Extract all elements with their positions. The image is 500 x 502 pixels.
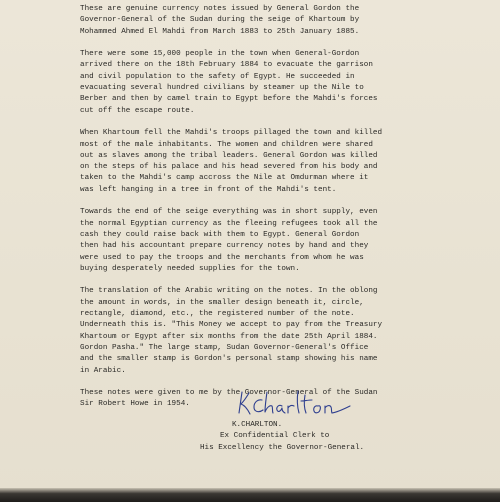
text-line: These are genuine currency notes issued by General Gordon the (80, 5, 360, 13)
text-line: was left hanging in a tree in front of the Mahdi's tent. (80, 185, 337, 194)
text-line: in Arabic. (80, 366, 126, 375)
paragraph-3 (80, 128, 492, 196)
signature-block (200, 386, 480, 454)
text-line: the amount in words, in the smaller design beneath it, circle, (80, 298, 364, 307)
paragraph-5 (80, 286, 492, 376)
text-line: Governor-General of the Sudan during the seige of Khartoum by (80, 16, 360, 25)
paragraph-4 (80, 207, 492, 275)
text-line: cut off the escape route. (80, 106, 195, 115)
signatory-name: K.CHARLTON. (232, 421, 283, 429)
text-line: cash they could raise back with them to Egypt. General Gordon (80, 230, 360, 239)
text-line: rectangle, diamond, etc., the registered number of the note. (80, 310, 355, 319)
text-line: Berber and then by camel train to Egypt before the Mahdi's forces (80, 95, 378, 104)
text-line: When Khartoum fell the Mahdi's troops pillaged the town and killed (80, 129, 383, 138)
text-line: These notes were given to me by the Governor-General of the Sudan (80, 389, 378, 398)
text-line: on the steps of his palace and his head severed from his body and (80, 163, 378, 172)
text-line: were used to pay the troops and the merchants from whom he was (80, 253, 364, 262)
page-bottom-edge (0, 488, 500, 502)
text-line: Khartoum or Egypt after six months from the date 25th April 1884. (80, 332, 378, 341)
paragraph-1 (80, 4, 492, 38)
text-line: taken to the Mahdi's camp accross the Nile at Omdurman where it (80, 174, 369, 183)
text-line: Mohammed Ahmed El Mahdi from March 1883 to 25th January 1885. (80, 27, 360, 36)
text-line: Towards the end of the seige everything was in short supply, even (80, 208, 378, 217)
text-line: and the smaller stamp is Gordon's personal stamp showing his name (80, 355, 378, 364)
text-line: arrived there on the 18th February 1884 to evacuate the garrison (80, 61, 373, 70)
text-line: then had his accountant prepare currency notes by hand and they (80, 242, 369, 251)
signatory-title-line-2: His Excellency the Governor-General. (200, 443, 365, 452)
paragraph-2 (80, 49, 492, 117)
text-line: Sir Robert Howe in 1954. (80, 400, 190, 409)
text-line: Gordon Pasha." The large stamp, Sudan Governor-General's Office (80, 343, 369, 352)
text-line: There were some 15,000 people in the town when General-Gordon (80, 50, 360, 59)
document-body (80, 4, 492, 422)
text-line: evacuating several hundred civilians by steamer up the Nile to (80, 84, 364, 93)
text-line: The translation of the Arabic writing on the notes. In the oblong (80, 287, 378, 296)
text-line: out as slaves among the tribal leaders. General Gordon was killed (80, 151, 378, 160)
text-line: and civil population to the safety of Egypt. He succeeded in (80, 72, 355, 81)
signatory-title-line-1: Ex Confidential Clerk to (220, 432, 330, 441)
text-line: most of the male inhabitants. The women and children were shared (80, 140, 373, 149)
text-line: buying desperately needed supplies for the town. (80, 264, 300, 273)
text-line: Underneath this is. "This Money we accept to pay from the Treasury (80, 321, 383, 330)
text-line: the normal Egyptian currency as the fleeing refugees took all the (80, 219, 378, 228)
